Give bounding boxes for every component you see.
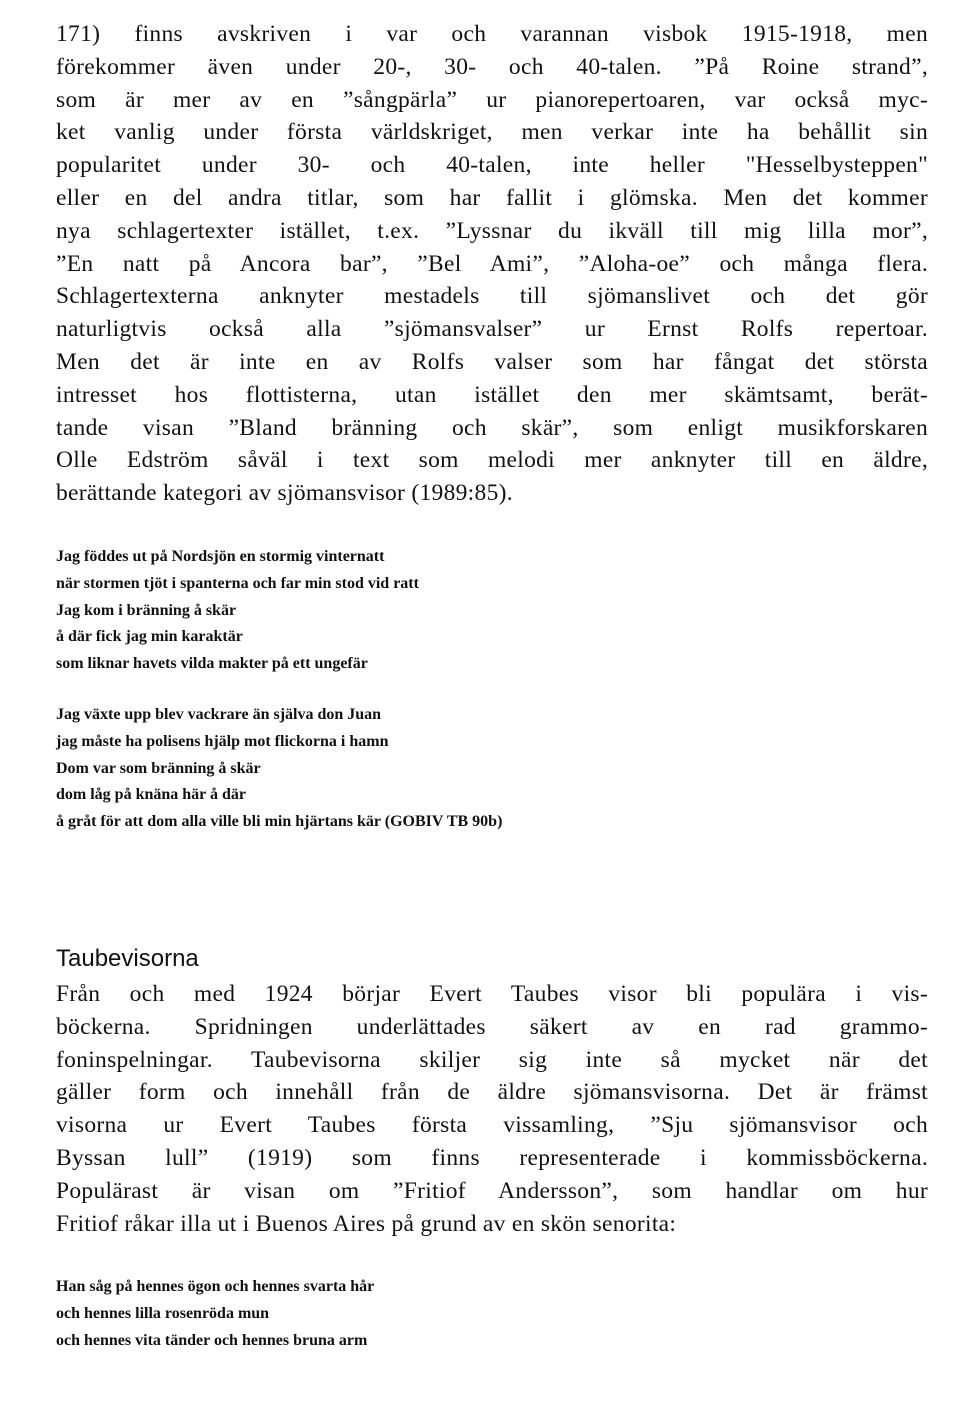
text-line: popularitet under 30- och 40-talen, inte heller "Hesselbysteppen" bbox=[56, 152, 928, 179]
section-heading: Taubevisorna bbox=[56, 944, 199, 972]
text-line: nya schlagertexter istället, t.ex. ”Lyssnar du ikväll till mig lilla mor”, bbox=[56, 217, 928, 244]
verse-line: Dom var som bränning å skär bbox=[56, 759, 261, 777]
verse-line: Jag föddes ut på Nordsjön en stormig vinternatt bbox=[56, 547, 385, 565]
text-line: Populärast är visan om ”Fritiof Andersson”, som handlar om hur bbox=[56, 1177, 928, 1204]
verse-line: Jag kom i bränning å skär bbox=[56, 601, 237, 619]
body-paragraph bbox=[56, 18, 928, 510]
verse-line: å gråt för att dom alla ville bli min hjärtans kär (GOBIV TB 90b) bbox=[56, 813, 503, 831]
text-line: intresset hos flottisterna, utan istället den mer skämtsamt, berät- bbox=[56, 381, 928, 408]
verse-line: jag måste ha polisens hjälp mot flickorna i hamn bbox=[56, 732, 389, 750]
text-line: tande visan ”Bland bränning och skär”, som enligt musikforskaren bbox=[56, 414, 928, 441]
text-line: gäller form och innehåll från de äldre sjömansvisorna. Det är främst bbox=[56, 1079, 928, 1106]
text-line: ”En natt på Ancora bar”, ”Bel Ami”, ”Aloha-oe” och många flera. bbox=[56, 250, 928, 277]
text-line: naturligtvis också alla ”sjömansvalser” ur Ernst Rolfs repertoar. bbox=[56, 316, 928, 343]
verse-line: Jag växte upp blev vackrare än själva don Juan bbox=[56, 705, 382, 723]
document-page bbox=[56, 18, 928, 1355]
text-line: berättande kategori av sjömansvisor (1989:85). bbox=[56, 480, 513, 507]
verse-line: och hennes vita tänder och hennes bruna arm bbox=[56, 1331, 368, 1349]
verse-line: å där fick jag min karaktär bbox=[56, 628, 243, 646]
body-paragraph bbox=[56, 978, 928, 1240]
verse-line: Han såg på hennes ögon och hennes svarta hår bbox=[56, 1278, 375, 1296]
verse-line: som liknar havets vilda makter på ett ungefär bbox=[56, 655, 368, 673]
text-line: som är mer av en ”sångpärla” ur pianorepertoaren, var också myc- bbox=[56, 86, 928, 113]
text-line: eller en del andra titlar, som har fallit i glömska. Men det kommer bbox=[56, 184, 928, 211]
verse-line: dom låg på knäna här å där bbox=[56, 786, 246, 804]
text-line: Schlagertexterna anknyter mestadels till sjömanslivet och det gör bbox=[56, 283, 928, 310]
text-line: Men det är inte en av Rolfs valser som har fångat det största bbox=[56, 348, 928, 375]
verse-stanza bbox=[56, 1274, 928, 1354]
text-line: Från och med 1924 börjar Evert Taubes visor bli populära i vis- bbox=[56, 980, 928, 1007]
verse-line: när stormen tjöt i spanterna och far min stod vid ratt bbox=[56, 574, 419, 592]
text-line: Olle Edström såväl i text som melodi mer anknyter till en äldre, bbox=[56, 447, 928, 474]
text-line: Byssan lull” (1919) som finns representerade i kommissböckerna. bbox=[56, 1144, 928, 1171]
text-line: ket vanlig under första världskriget, men verkar inte ha behållit sin bbox=[56, 119, 928, 146]
text-line: 171) finns avskriven i var och varannan visbok 1915-1918, men bbox=[56, 21, 928, 47]
verse-line: och hennes lilla rosenröda mun bbox=[56, 1305, 270, 1323]
verse-stanza bbox=[56, 544, 928, 678]
text-line: visorna ur Evert Taubes första vissamling, ”Sju sjömansvisor och bbox=[56, 1112, 928, 1139]
text-line: böckerna. Spridningen underlättades säkert av en rad grammo- bbox=[56, 1013, 928, 1040]
verse-stanza bbox=[56, 702, 928, 836]
text-line: förekommer även under 20-, 30- och 40-talen. ”På Roine strand”, bbox=[56, 53, 928, 80]
text-line: Fritiof råkar illa ut i Buenos Aires på grund av en skön senorita: bbox=[56, 1210, 677, 1237]
text-line: foninspelningar. Taubevisorna skiljer sig inte så mycket när det bbox=[56, 1046, 928, 1073]
